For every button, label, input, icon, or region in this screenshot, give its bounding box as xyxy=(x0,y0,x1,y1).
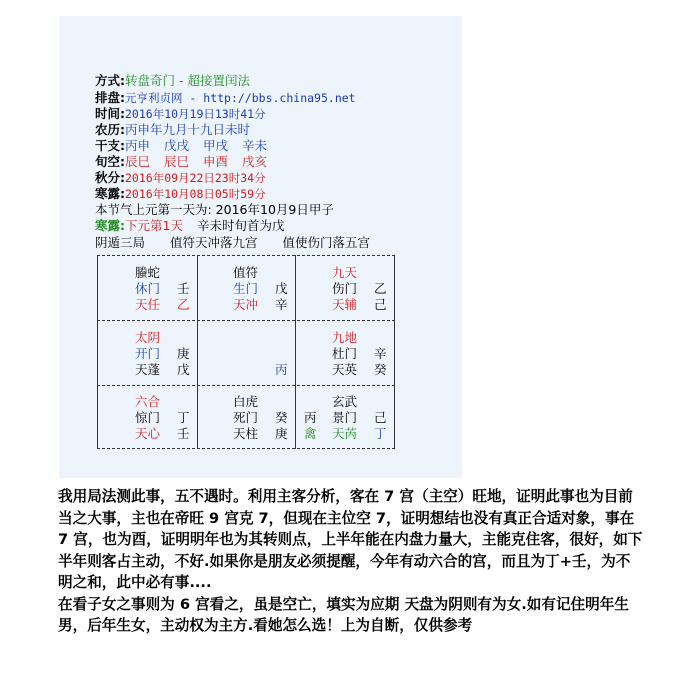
ganzhi-hour: 辛未 xyxy=(242,138,268,153)
time-label: 时间: xyxy=(95,106,125,121)
qin-star: 禽 xyxy=(304,426,317,441)
palace-dui xyxy=(295,322,391,382)
heaven-stem: 己 xyxy=(374,297,387,312)
analysis-text xyxy=(58,486,643,637)
door: 死门 xyxy=(233,410,259,425)
analysis-paragraph-2: 在看子女之事则为 6 宫看之，虽是空亡，填实为应期 天盘为阴则有为女.如有记住明年生男，后年生女，主动权为主方.看她怎么选！上为自断，仅供参考 xyxy=(58,595,629,634)
center-stem: 丙 xyxy=(275,362,288,377)
nine-palace-grid xyxy=(97,255,395,449)
deity: 白虎 xyxy=(233,394,259,409)
chart-source-line xyxy=(95,90,356,106)
hanlu2-line xyxy=(95,218,284,233)
jieqi-line: 本节气上元第一天为: 2016年10月9日甲子 xyxy=(95,202,334,217)
ganzhi-line xyxy=(95,138,267,153)
qiufen-label: 秋分: xyxy=(95,170,125,185)
star: 天柱 xyxy=(233,426,259,441)
deity: 九地 xyxy=(332,330,358,345)
palace-kan xyxy=(197,386,293,446)
palace-xun xyxy=(97,257,193,317)
earth-stem: 乙 xyxy=(374,281,387,296)
lunar-line xyxy=(95,122,250,137)
deity: 六合 xyxy=(135,394,161,409)
xunkong-day: 申酉 xyxy=(203,154,229,169)
palace-zhen xyxy=(97,322,193,382)
door: 生门 xyxy=(233,281,259,296)
heaven-stem: 戊 xyxy=(177,362,190,377)
deity: 太阴 xyxy=(135,330,161,345)
hanlu2-value: 下元第1天 xyxy=(125,218,183,233)
deity: 螣蛇 xyxy=(135,265,161,280)
earth-stem: 壬 xyxy=(177,281,190,296)
earth-stem: 丁 xyxy=(177,410,190,425)
heaven-stem: 辛 xyxy=(275,297,288,312)
star: 天辅 xyxy=(332,297,358,312)
lunar-label: 农历: xyxy=(95,122,125,137)
star: 天心 xyxy=(135,426,161,441)
heaven-stem: 丁 xyxy=(374,426,387,441)
xunshou-note: 辛未时旬首为戊 xyxy=(196,218,285,233)
earth-stem: 辛 xyxy=(374,346,387,361)
door: 杜门 xyxy=(332,346,358,361)
deity: 玄武 xyxy=(332,394,358,409)
analysis-paragraph-1: 我用局法测此事，五不遇时。利用主客分析，客在 7 宫（主空）旺地，证明此事也为目前当之大事，主也在帝旺 9 宫克 7，但现在主位空 7，证明想结也没有真正合适对象，事在 7 宫，也为酉，证明明年也为其转则点，上半年能在内盘力量大，主能克住客，很好，如下半年则客占主动，不好.如果你是朋友必须提醒，今年有动六合的宫，而且为丁+壬，为不明之和，此中必有事.... xyxy=(58,488,643,591)
deity: 九天 xyxy=(332,265,358,280)
hanlu-label: 寒露: xyxy=(95,186,125,201)
door: 开门 xyxy=(135,346,161,361)
star: 天蓬 xyxy=(135,362,161,377)
xunkong-hour: 戌亥 xyxy=(242,154,268,169)
qiufen-value: 2016年09月22日23时34分 xyxy=(125,171,266,185)
door: 惊门 xyxy=(135,410,161,425)
chart-label: 排盘: xyxy=(95,90,125,105)
method-value: 转盘奇门 - 超接置闰法 xyxy=(125,73,250,88)
xunkong-month: 辰巳 xyxy=(164,154,190,169)
deity: 值符 xyxy=(233,265,259,280)
method-label: 方式: xyxy=(95,73,125,88)
earth-stem: 戊 xyxy=(275,281,288,296)
star: 天英 xyxy=(332,362,358,377)
heaven-stem: 乙 xyxy=(177,297,190,312)
heaven-stem: 癸 xyxy=(374,362,387,377)
palace-center xyxy=(197,322,293,382)
palace-kun xyxy=(295,257,391,317)
palace-gen xyxy=(97,386,193,446)
palace-li xyxy=(197,257,293,317)
star: 天任 xyxy=(135,297,161,312)
ju-line: 阴遁三局 值符天冲落九宫 值使伤门落五宫 xyxy=(95,235,371,250)
ji-stem: 丙 xyxy=(304,410,317,425)
heaven-stem: 庚 xyxy=(275,426,288,441)
hanlu-line xyxy=(95,186,266,202)
door: 伤门 xyxy=(332,281,358,296)
xunkong-line xyxy=(95,154,267,169)
ganzhi-day: 甲戌 xyxy=(203,138,229,153)
lunar-value: 丙申年九月十九日未时 xyxy=(125,122,251,137)
qiufen-line xyxy=(95,170,266,186)
earth-stem: 己 xyxy=(374,410,387,425)
chart-source-value: 元亨利贞网 - http://bbs.china95.net xyxy=(125,91,356,105)
ganzhi-month: 戊戌 xyxy=(164,138,190,153)
door: 景门 xyxy=(332,410,358,425)
time-value: 2016年10月19日13时41分 xyxy=(125,107,266,121)
door: 休门 xyxy=(135,281,161,296)
xunkong-year: 辰巳 xyxy=(125,154,151,169)
method-line xyxy=(95,73,250,88)
hanlu2-label: 寒露: xyxy=(95,218,125,233)
heaven-stem: 壬 xyxy=(177,426,190,441)
star: 天芮 xyxy=(332,426,358,441)
palace-qian xyxy=(295,386,391,446)
ganzhi-year: 丙申 xyxy=(125,138,151,153)
hanlu-value: 2016年10月08日05时59分 xyxy=(125,187,266,201)
star: 天冲 xyxy=(233,297,259,312)
time-line xyxy=(95,106,266,122)
xunkong-label: 旬空: xyxy=(95,154,125,169)
earth-stem: 癸 xyxy=(275,410,288,425)
earth-stem: 庚 xyxy=(177,346,190,361)
ganzhi-label: 干支: xyxy=(95,138,125,153)
